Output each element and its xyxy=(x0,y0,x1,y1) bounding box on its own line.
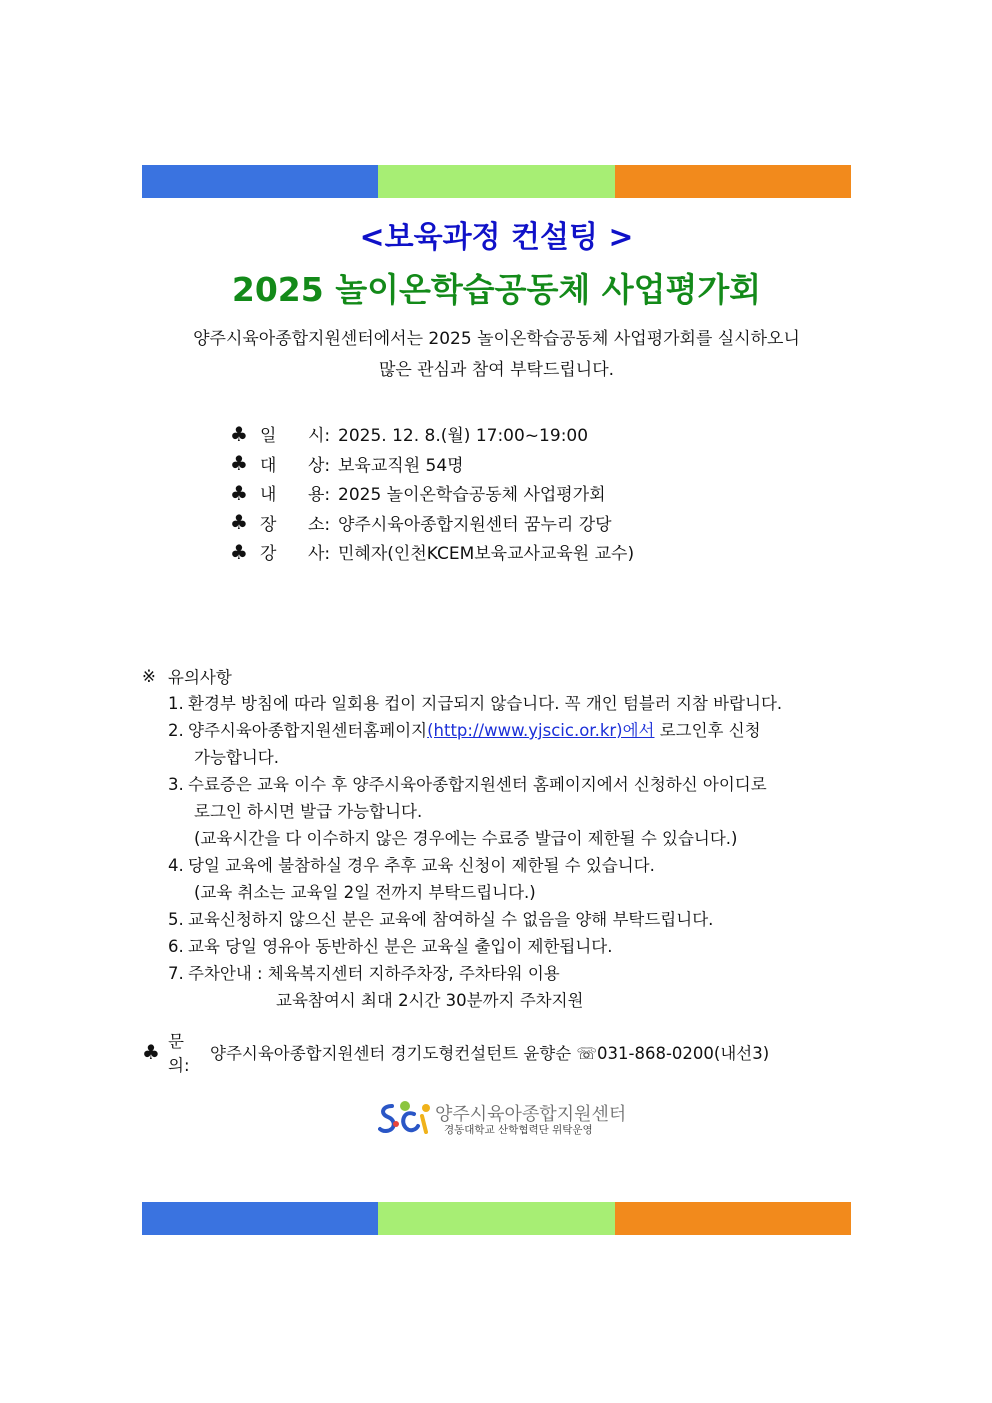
info-value: 보육교직원 54명 xyxy=(338,455,464,476)
info-row-instructor xyxy=(230,537,830,567)
notes-section xyxy=(142,662,851,1014)
intro-line-2: 많은 관심과 참여 부탁드립니다. xyxy=(378,360,615,380)
notes-list xyxy=(142,690,851,1014)
item-text-part: 양주시육아종합지원센터홈페이지 xyxy=(188,721,428,740)
list-item xyxy=(142,771,851,852)
list-item xyxy=(142,717,851,771)
info-label: 강 xyxy=(260,544,277,565)
item-number: 4. xyxy=(168,856,184,875)
item-text: 교육참여시 최대 2시간 30분까지 주차지원 xyxy=(276,991,584,1010)
item-text: 교육 당일 영유아 동반하신 분은 교육실 출입이 제한됩니다. xyxy=(188,937,613,956)
homepage-link[interactable]: (http://www.yjscic.or.kr)에서 xyxy=(427,721,655,740)
list-item xyxy=(142,690,851,717)
item-number: 2. xyxy=(168,721,184,740)
info-label: 소: xyxy=(308,514,331,535)
list-item xyxy=(142,960,851,1014)
item-text: 가능합니다. xyxy=(194,748,279,767)
info-label: 사: xyxy=(308,544,331,565)
info-row-content xyxy=(230,478,830,508)
info-value: 2025 놀이온학습공동체 사업평가회 xyxy=(338,485,606,506)
list-item xyxy=(142,933,851,960)
green-segment xyxy=(378,1202,614,1235)
logo-name: 양주시육아종합지원센터 xyxy=(435,1104,627,1125)
item-text: 로그인 하시면 발급 가능합니다. xyxy=(194,802,423,821)
club-icon: ♣ xyxy=(142,1040,160,1064)
logo-subtext: 경동대학교 산학협력단 위탁운영 xyxy=(444,1124,593,1136)
item-number: 6. xyxy=(168,937,184,956)
top-color-bar xyxy=(142,165,851,198)
center-logo xyxy=(378,1098,638,1140)
club-icon: ♣ xyxy=(230,451,248,476)
item-text: 당일 교육에 불참하실 경우 추후 교육 신청이 제한될 수 있습니다. xyxy=(188,856,655,875)
info-label: 용: xyxy=(308,485,331,506)
info-row-date xyxy=(230,419,830,449)
list-item xyxy=(142,852,851,906)
center-logo-icon xyxy=(378,1098,434,1140)
info-label: 장 xyxy=(260,514,277,535)
info-label: 시: xyxy=(308,426,331,447)
club-icon: ♣ xyxy=(230,510,248,535)
item-text: 환경부 방침에 따라 일회용 컵이 지급되지 않습니다. 꼭 개인 텀블러 지참 바랍니다. xyxy=(188,694,783,713)
page-subtitle: <보육과정 컨설팅 > xyxy=(359,220,634,255)
info-value: 2025. 12. 8.(월) 17:00~19:00 xyxy=(338,426,589,447)
info-row-target xyxy=(230,449,830,479)
orange-segment xyxy=(615,165,851,198)
info-label: 상: xyxy=(308,455,331,476)
item-number: 7. xyxy=(168,964,184,983)
contact-value: 양주시육아종합지원센터 경기도형컨설턴트 윤향순 ☏031-868-0200(내선3) xyxy=(210,1044,770,1063)
info-label: 내 xyxy=(260,485,277,506)
item-text: 수료증은 교육 이수 후 양주시육아종합지원센터 홈페이지에서 신청하신 아이디로 xyxy=(188,775,767,794)
info-value: 양주시육아종합지원센터 꿈누리 강당 xyxy=(338,514,612,535)
reference-mark-icon: ※ xyxy=(142,666,156,686)
intro-text xyxy=(142,324,851,386)
list-item xyxy=(142,906,851,933)
item-text-part: 로그인후 신청 xyxy=(654,721,761,740)
info-label: 일 xyxy=(260,426,277,447)
blue-segment xyxy=(142,165,378,198)
item-number: 1. xyxy=(168,694,184,713)
item-text xyxy=(188,717,851,744)
contact-line xyxy=(142,1032,851,1075)
bottom-color-bar xyxy=(142,1202,851,1235)
club-icon: ♣ xyxy=(230,480,248,505)
notes-heading-text: 유의사항 xyxy=(168,668,232,687)
info-row-place xyxy=(230,508,830,538)
item-text: 교육신청하지 않으신 분은 교육에 참여하실 수 없음을 양해 부탁드립니다. xyxy=(188,910,714,929)
item-text: (교육시간을 다 이수하지 않은 경우에는 수료증 발급이 제한될 수 있습니다.) xyxy=(194,829,738,848)
event-info-list xyxy=(230,419,830,567)
intro-line-1: 양주시육아종합지원센터에서는 2025 놀이온학습공동체 사업평가회를 실시하오니 xyxy=(193,329,800,349)
green-segment xyxy=(378,165,614,198)
club-icon: ♣ xyxy=(230,421,248,446)
item-number: 5. xyxy=(168,910,184,929)
item-text: (교육 취소는 교육일 2일 전까지 부탁드립니다.) xyxy=(194,883,536,902)
blue-segment xyxy=(142,1202,378,1235)
item-number: 3. xyxy=(168,775,184,794)
contact-label: 문 의: xyxy=(168,1032,190,1075)
item-text: 주차안내 : 체육복지센터 지하주차장, 주차타워 이용 xyxy=(188,964,560,983)
orange-segment xyxy=(615,1202,851,1235)
page-title: 2025 놀이온학습공동체 사업평가회 xyxy=(231,270,762,309)
notes-heading xyxy=(142,662,851,690)
info-label: 대 xyxy=(260,455,277,476)
club-icon: ♣ xyxy=(230,539,248,564)
info-value: 민혜자(인천KCEM보육교사교육원 교수) xyxy=(338,544,635,565)
